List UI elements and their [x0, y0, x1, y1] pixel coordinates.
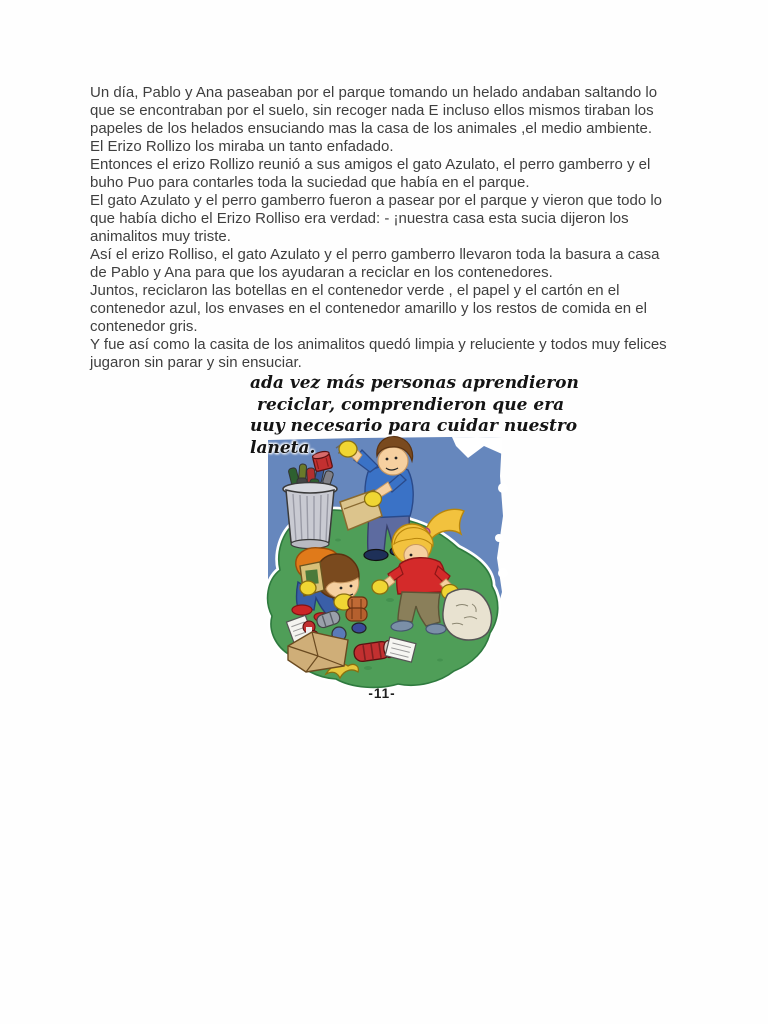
litter-dark-item [352, 623, 366, 633]
story-text-block [90, 84, 671, 372]
girl-eye [410, 554, 413, 557]
man-glove-holding [365, 492, 382, 507]
litter-orange-cans [346, 597, 367, 621]
page-number: -11- [368, 686, 396, 701]
boy-glove [300, 581, 316, 595]
story-paragraph: El gato Azulato y el perro gamberro fueron a pasear por el parque y vieron que todo lo que había dicho el Erizo Rolliso era verdad: - ¡nuestra casa esta sucia dijeron los animalitos muy triste. [90, 192, 663, 245]
bin-base [291, 540, 329, 549]
caption-line: uuy necesario para cuidar nuestro [250, 416, 578, 436]
story-paragraph: Un día, Pablo y Ana paseaban por el parque tomando un helado andaban saltando lo que se encontraban por el suelo, sin recoger nada E incluso ellos mismos tiraban los papeles de los helados ensuciando mas la casa de los animales ,el medio ambiente. [90, 84, 658, 137]
story-paragraph: Juntos, reciclaron las botellas en el contenedor verde , el papel y el cartón en el contenedor azul, los envases en el contenedor amarillo y los restos de comida en el contenedor gris. [90, 282, 647, 335]
torn-edge-notch [498, 483, 508, 493]
torn-edge-notch [498, 568, 508, 578]
boy-sneaker [292, 605, 312, 615]
boy-eye [350, 585, 353, 588]
trash-bin [283, 464, 337, 549]
torn-edge-notch [495, 534, 503, 542]
story-paragraph: Entonces el erizo Rollizo reunió a sus amigos el gato Azulato, el perro gamberro y el buho Puo para contarles toda la suciedad que había en el parque. [90, 156, 651, 191]
story-paragraph: Y fue así como la casita de los animalitos quedó limpia y reluciente y todos muy felices jugaron sin parar y sin ensuciar. [90, 336, 667, 371]
story-paragraph: El Erizo Rollizo los miraba un tanto enfadado. [90, 138, 394, 155]
girl-shoe [426, 624, 446, 634]
man-shoe [364, 550, 388, 561]
handwritten-caption [250, 373, 579, 459]
girl-glove [372, 580, 388, 594]
story-paragraph: Así el erizo Rolliso, el gato Azulato y el perro gamberro llevaron toda la basura a casa de Pablo y Ana para que los ayudaran a reciclar en los contenedores. [90, 246, 660, 281]
caption-line: reciclar, comprendieron que era [257, 394, 565, 415]
caption-line: laneta. [250, 437, 316, 458]
boy-eye [340, 587, 343, 590]
caption-line: ada vez más personas aprendieron [250, 373, 579, 393]
